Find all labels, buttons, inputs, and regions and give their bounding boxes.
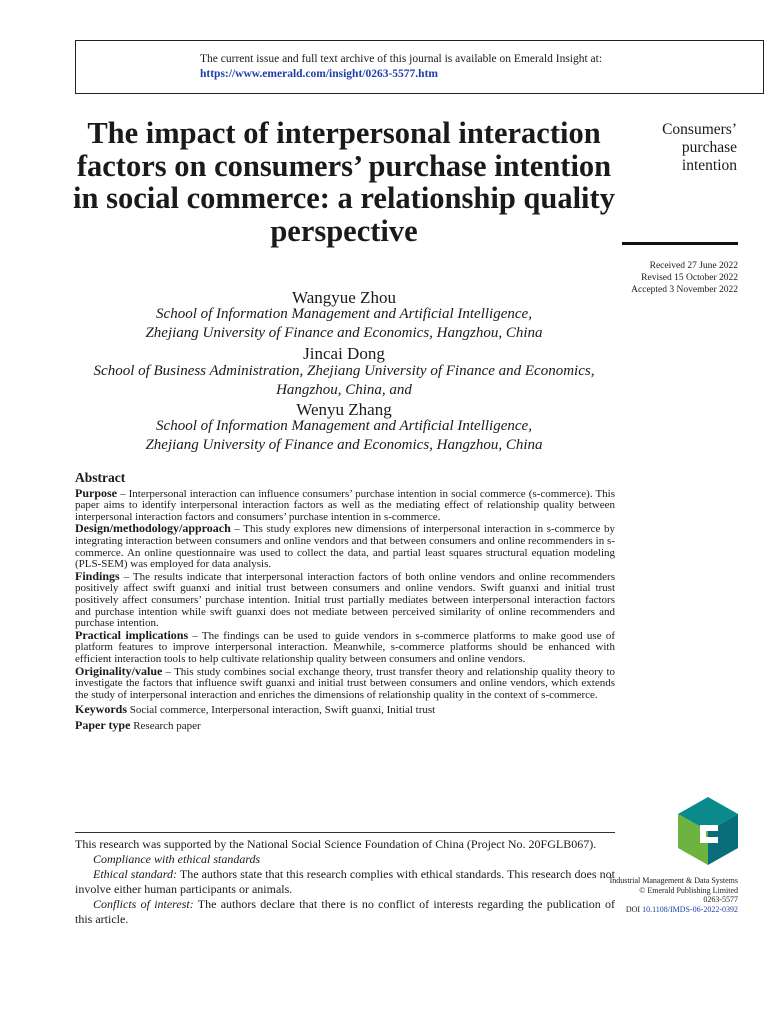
journal-access-notice — [75, 40, 764, 94]
author-name: Wangyue Zhou — [292, 288, 396, 307]
affiliation-line: School of Information Management and Artificial Intelligence, — [156, 418, 532, 434]
section-label: Keywords — [75, 702, 127, 717]
running-head-line: purchase — [681, 139, 737, 156]
footnotes — [75, 837, 615, 927]
notice-text: The current issue and full text archive of this journal is available on Emerald Insight at: — [200, 53, 603, 65]
affiliation-line: Zhejiang University of Finance and Economics, Hangzhou, China — [145, 325, 543, 341]
sidebar-rule — [622, 242, 738, 245]
section-text: – The results indicate that interpersonal interaction factors of both online vendors and online recommenders positively affect swift guanxi and initial trust between consumers and online vendors. Swift guanxi and initial trust positively affect consumers’ purchase intention. Initial trust partially mediates between interpersonal interaction factors and purchase intention while swift guanxi does not mediate between perceived similarity of online recommenders and purchase intention. — [75, 570, 615, 630]
paper-type — [75, 717, 615, 733]
section-text: Research paper — [130, 719, 201, 732]
section-label: Design/methodology/approach — [75, 521, 231, 536]
section-label: Practical implications — [75, 627, 189, 642]
abstract-purpose — [75, 485, 615, 524]
ethical-standard-note — [75, 867, 615, 897]
note-text: The authors state that this research complies with ethical standards. This research does not involve either human participants or animals. — [75, 867, 615, 896]
keywords — [75, 704, 615, 717]
section-text: – This study combines social exchange theory, trust transfer theory and relationship quality theory to investigate the factors that influence swift guanxi and initial trust between consumers and online vendors, which extends the study of interpersonal interaction and enriches the dimensions of relationship quality in the context of s-commerce. — [75, 665, 615, 701]
author-affiliation — [40, 417, 648, 455]
running-head-line: intention — [681, 157, 737, 174]
section-label: Paper type — [75, 717, 131, 732]
journal-name: Industrial Management & Data Systems — [609, 876, 738, 885]
abstract-implications — [75, 627, 615, 666]
abstract-originality — [75, 663, 615, 702]
journal-info — [600, 876, 738, 914]
issn: 0263-5577 — [703, 895, 738, 904]
abstract-design — [75, 523, 615, 570]
section-text: – The findings can be used to guide vendors in s-commerce platforms to make good use of platform features to improve interpersonal interaction. Meanwhile, s-commerce platforms should be enhanced with efficient interaction tools to help cultivate relationship quality between consumers and online vendors. — [75, 629, 615, 665]
publisher: © Emerald Publishing Limited — [639, 885, 738, 895]
section-label: Findings — [75, 568, 120, 583]
author-affiliation — [40, 305, 648, 343]
running-head — [600, 121, 737, 175]
abstract-heading: Abstract — [75, 470, 126, 485]
journal-archive-link[interactable]: https://www.emerald.com/insight/0263-5577.htm — [200, 68, 438, 80]
doi-label: DOI — [625, 904, 641, 914]
emerald-logo-icon — [676, 795, 740, 867]
author-name: Wenyu Zhang — [296, 400, 392, 419]
author-name: Jincai Dong — [303, 344, 385, 363]
author-affiliation — [40, 362, 648, 400]
section-text: Social commerce, Interpersonal interaction, Swift guanxi, Initial trust — [127, 704, 436, 717]
section-label: Purpose — [75, 485, 117, 500]
revised-date: Revised 15 October 2022 — [641, 273, 738, 283]
affiliation-line: School of Information Management and Artificial Intelligence, — [156, 306, 532, 322]
compliance-heading: Compliance with ethical standards — [93, 852, 261, 866]
received-date: Received 27 June 2022 — [649, 261, 738, 271]
affiliation-line: School of Business Administration, Zhejiang University of Finance and Economics, — [93, 363, 595, 379]
article-dates — [600, 260, 738, 296]
accepted-date: Accepted 3 November 2022 — [631, 285, 738, 295]
funding-note: This research was supported by the National Social Science Foundation of China (Project No. 20FGLB067). — [75, 837, 597, 851]
abstract-findings — [75, 568, 615, 630]
affiliation-line: Zhejiang University of Finance and Economics, Hangzhou, China — [145, 437, 543, 453]
running-head-line: Consumers’ — [662, 121, 737, 138]
section-text: – Interpersonal interaction can influence consumers’ purchase intention in social commerce (s-commerce). This paper aims to identify interpersonal interaction factors as well as the mediating effect of relationship quality between interpersonal interaction factors and consumers’ purchase intention in s-commerce. — [75, 487, 615, 523]
conflicts-note — [75, 897, 615, 927]
doi-line — [600, 905, 738, 915]
note-label: Conflicts of interest: — [93, 897, 194, 911]
note-text: The authors declare that there is no conflict of interests regarding the publication of this article. — [75, 897, 615, 926]
abstract — [75, 472, 615, 732]
section-text: – This study explores new dimensions of interpersonal interaction in s-commerce by integrating interaction between consumers and online vendors and that between consumers and online recommenders in s-commerce. An online questionnaire was used to collect the data, and partial least squares structural equation modeling (PLS-SEM) was employed for data analysis. — [75, 523, 615, 571]
article-title: The impact of interpersonal interaction factors on consumers’ purchase intention in social commerce: a relationship quality perspective — [73, 116, 615, 248]
note-label: Ethical standard: — [93, 867, 177, 881]
doi-link[interactable]: 10.1108/IMDS-06-2022-0392 — [642, 904, 738, 914]
footnote-divider — [75, 832, 615, 833]
section-label: Originality/value — [75, 663, 163, 678]
affiliation-line: Hangzhou, China, and — [276, 382, 412, 398]
